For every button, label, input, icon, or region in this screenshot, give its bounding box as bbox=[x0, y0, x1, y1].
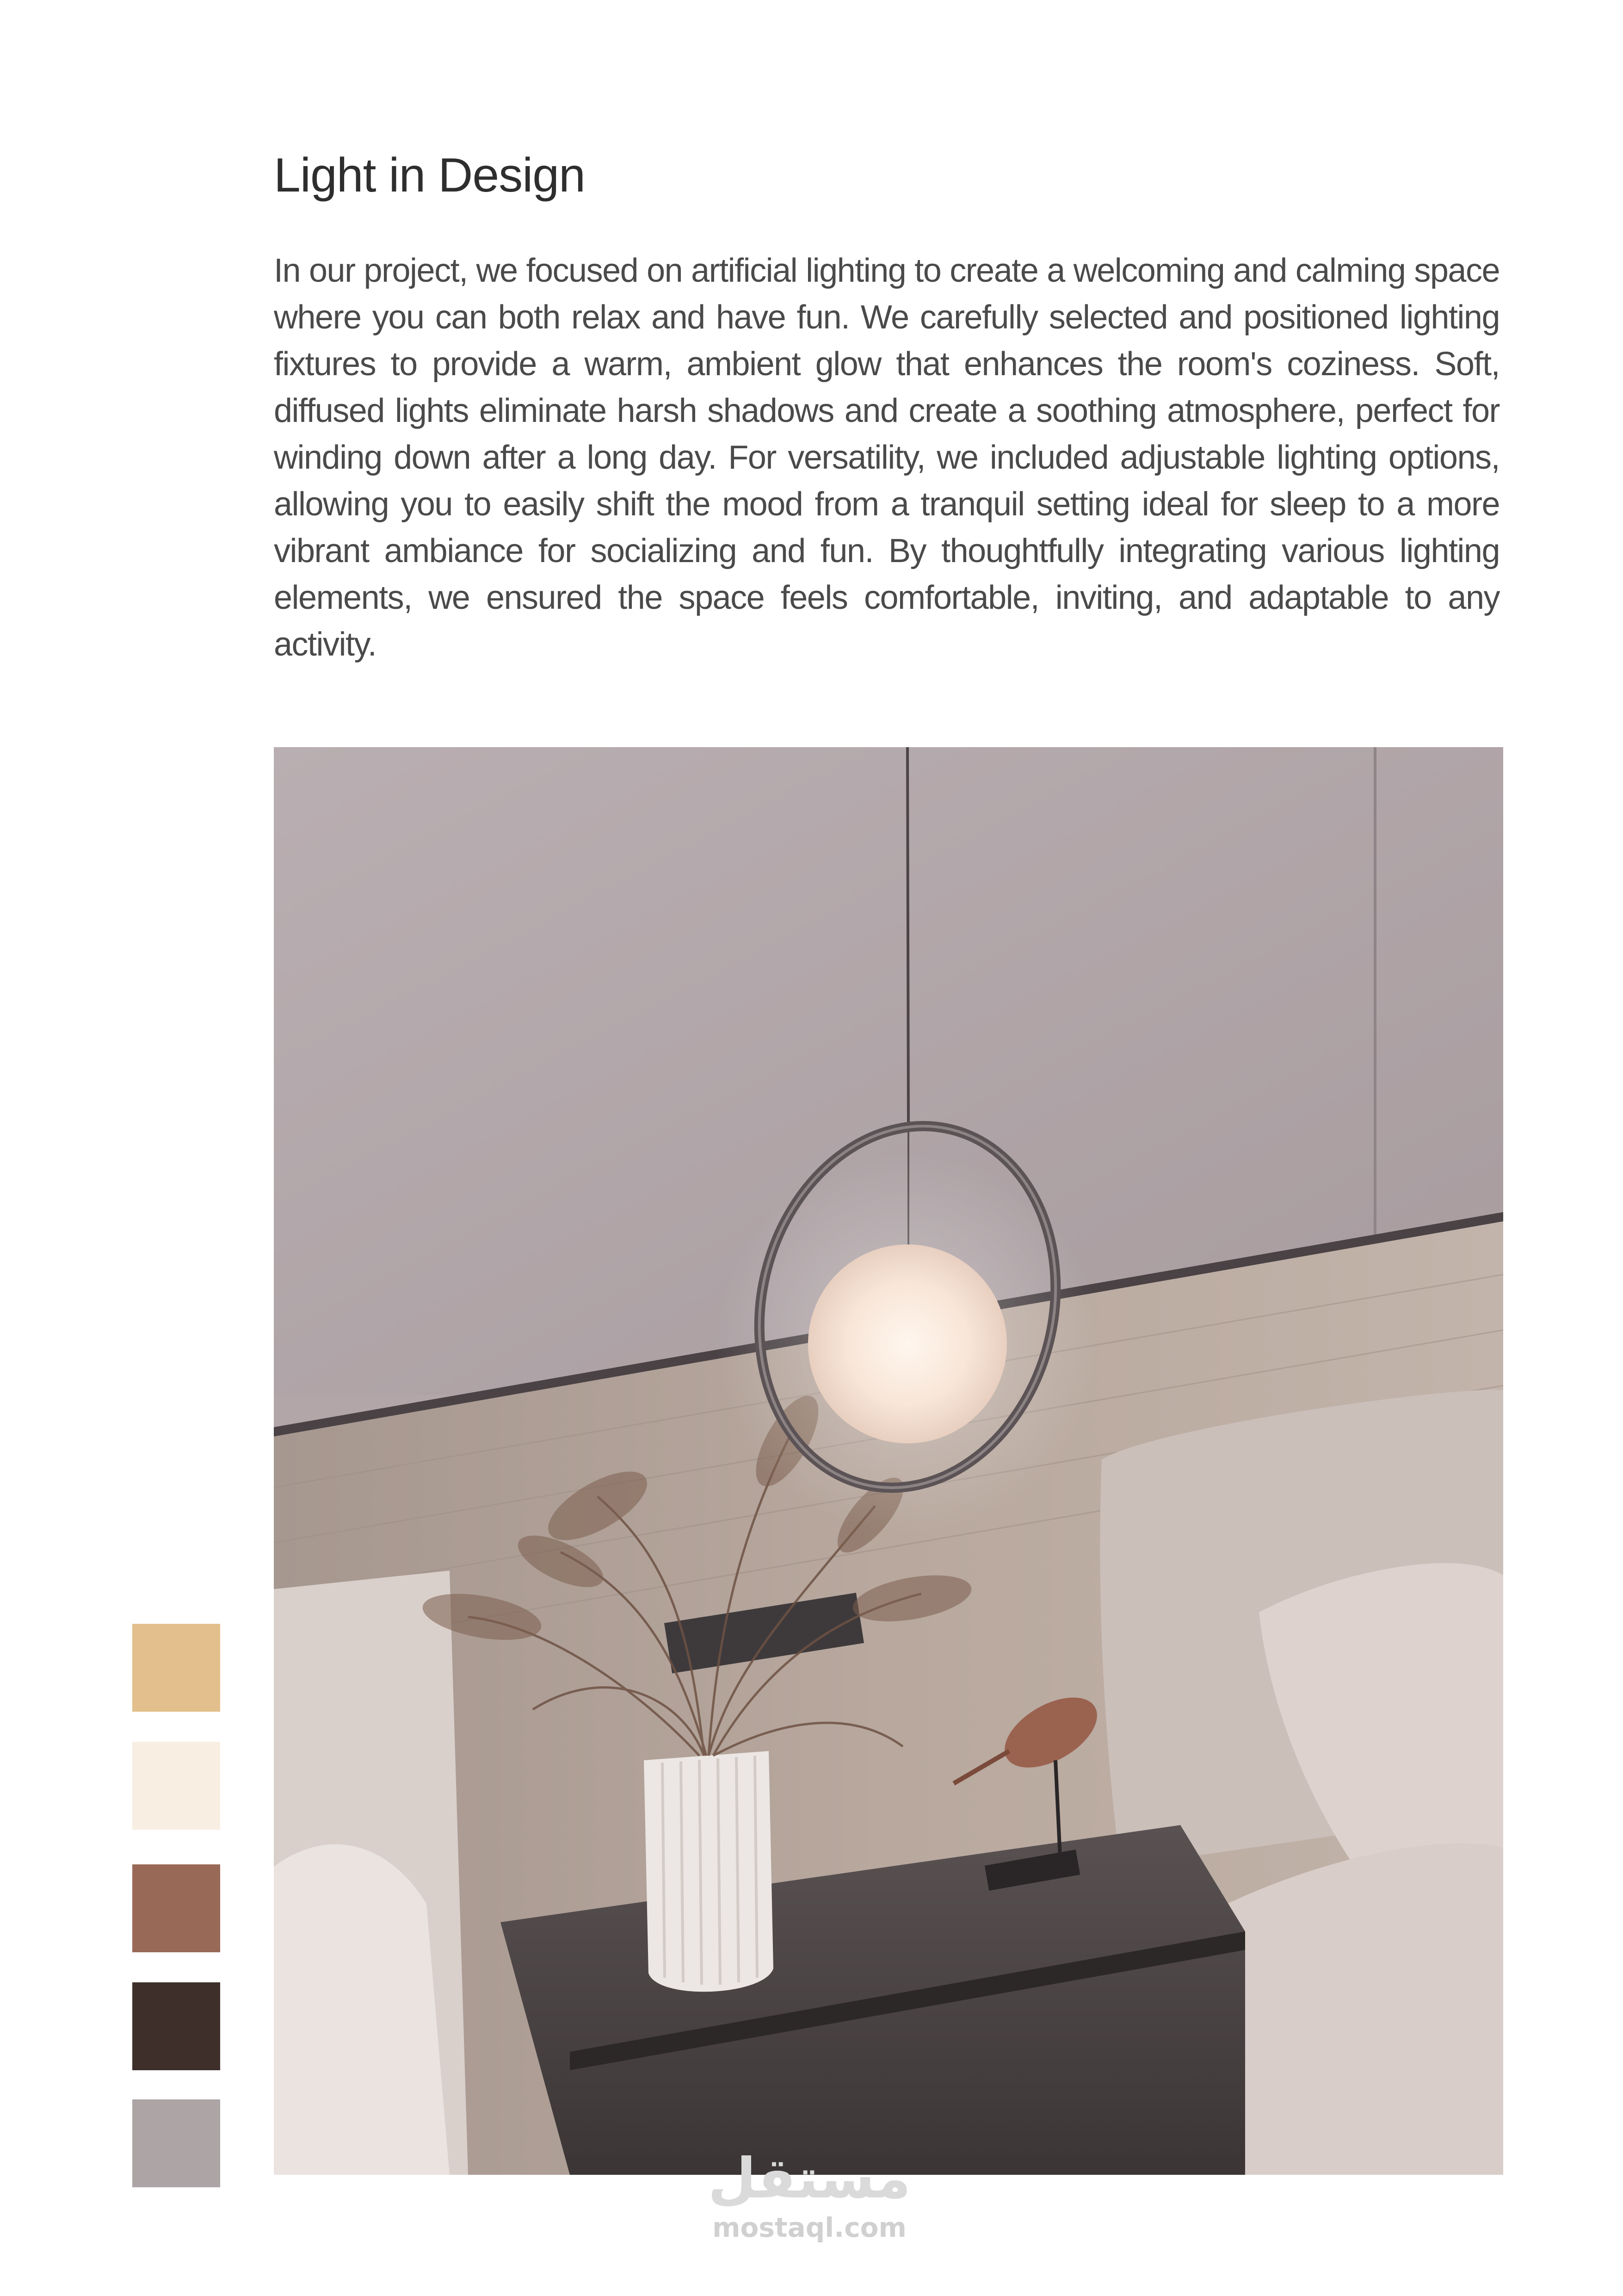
palette-swatch-dark-brown bbox=[132, 1982, 220, 2070]
palette-swatch-cream bbox=[132, 1742, 220, 1830]
watermark-logo: مستقل bbox=[708, 2147, 911, 2211]
palette-swatch-mauve-grey bbox=[132, 2099, 220, 2187]
watermark bbox=[671, 2147, 948, 2244]
palette-swatch-terracotta bbox=[132, 1864, 220, 1952]
palette-swatch-tan bbox=[132, 1624, 220, 1712]
watermark-url: mostaql.com bbox=[712, 2212, 907, 2243]
body-paragraph: In our project, we focused on artificial lighting to create a welcoming and calming space where you can both relax and have fun. We carefully selected and positioned lighting fixtures to provide a warm, ambient glow that enhances the room's coziness. Soft, diffused lights eliminate harsh shadows and create a soothing atmosphere, perfect for winding down after a long day. For versatility, we included adjustable lighting options, allowing you to easily shift the mood from a tranquil setting ideal for sleep to a more vibrant ambiance for socializing and fun. By thoughtfully integrating various lighting elements, we ensured the space feels comfortable, inviting, and adaptable to any activity. bbox=[274, 252, 1500, 663]
bedroom-pendant-lamp-photo bbox=[274, 747, 1503, 2175]
page-title: Light in Design bbox=[274, 149, 585, 202]
